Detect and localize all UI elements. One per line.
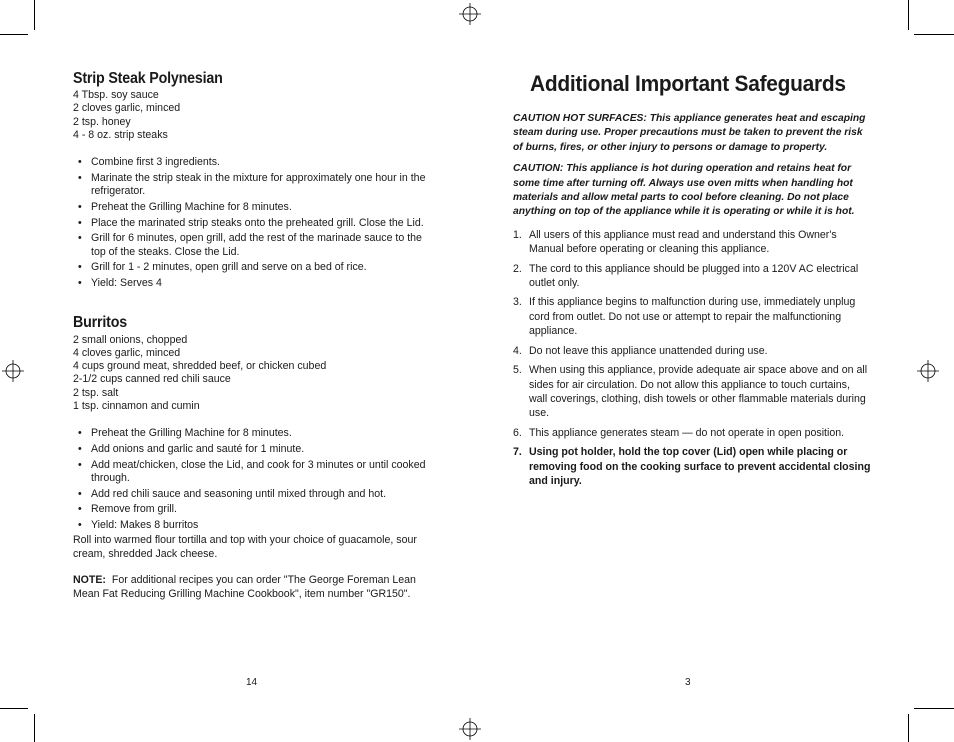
step: • Remove from grill. — [73, 503, 429, 517]
crop-mark — [908, 714, 909, 742]
caution-hot-appliance: CAUTION: This appliance is hot during operation and retains heat for some time after turning off. Always use oven mitts when handling hot materials and allow metal parts to cool before cleaning. Do not place anything on top of the appliance while it is operating or while it is hot. — [513, 163, 855, 218]
crop-mark — [914, 34, 954, 35]
recipe-title: Burritos — [73, 313, 127, 331]
registration-mark-icon — [917, 360, 939, 382]
ingredient: 2-1/2 cups canned red chili sauce — [73, 373, 231, 386]
step: • Combine first 3 ingredients. — [73, 156, 429, 170]
step-list — [73, 156, 429, 290]
recipe-title: Strip Steak Polynesian — [73, 70, 223, 87]
safeguard-list — [513, 228, 871, 489]
safeguard-item: 5. When using this appliance, provide adequate air space above and on all sides for air circulation. Do not allow this appliance to touch curtains, wall coverings, clothing, dish towels or other flammable materials during use. — [513, 364, 868, 420]
step: • Marinate the strip steak in the mixture for approximately one hour in the refrigerator. — [73, 172, 429, 199]
caution-hot-surfaces: CAUTION HOT SURFACES: This appliance generates heat and escaping steam during use. Proper precautions must be taken to prevent the risk of burns, fires, or other injury to persons or damage to property. — [513, 113, 866, 153]
crop-mark — [0, 708, 28, 709]
step: • Yield: Makes 8 burritos — [73, 519, 429, 533]
crop-mark — [914, 708, 954, 709]
safeguard-item: 6. This appliance generates steam — do not operate in open position. — [513, 426, 845, 439]
page-number: 3 — [685, 677, 691, 688]
ingredient: 4 cups ground meat, shredded beef, or chicken cubed — [73, 360, 327, 373]
crop-mark — [34, 714, 35, 742]
step: • Grill for 6 minutes, open grill, add the rest of the marinade sauce to the top of the steaks. Close the Lid. — [73, 232, 429, 259]
step: • Yield: Serves 4 — [73, 277, 429, 291]
step: • Preheat the Grilling Machine for 8 minutes. — [73, 427, 429, 441]
step: • Add red chili sauce and seasoning until mixed through and hot. — [73, 488, 429, 502]
safeguard-item: 4. Do not leave this appliance unattended during use. — [513, 344, 768, 357]
ingredient: 2 small onions, chopped — [73, 333, 188, 346]
right-page — [513, 68, 871, 493]
note-text: For additional recipes you can order "The George Foreman Lean Mean Fat Reducing Grilling Machine Cookbook", item number "GR150". — [73, 574, 416, 600]
step: • Add onions and garlic and sauté for 1 minute. — [73, 443, 429, 457]
step: • Add meat/chicken, close the Lid, and cook for 3 minutes or until cooked through. — [73, 459, 429, 486]
page-number: 14 — [246, 677, 258, 688]
step: • Grill for 1 - 2 minutes, open grill and serve on a bed of rice. — [73, 261, 429, 275]
registration-mark-icon — [459, 718, 481, 740]
ingredient: 4 Tbsp. soy sauce — [73, 89, 159, 101]
step: • Preheat the Grilling Machine for 8 minutes. — [73, 201, 429, 215]
note — [73, 574, 429, 601]
left-page — [73, 68, 429, 601]
step: • Place the marinated strip steaks onto the preheated grill. Close the Lid. — [73, 217, 429, 231]
safeguard-item: 3. If this appliance begins to malfunction during use, immediately unplug cord from outlet. Do not use or attempt to repair the malfunctioning appliance. — [513, 296, 856, 338]
ingredient: 4 - 8 oz. strip steaks — [73, 128, 168, 141]
ingredient: 2 tsp. salt — [73, 386, 119, 399]
crop-mark — [34, 0, 35, 30]
page-title: Additional Important Safeguards — [530, 71, 846, 96]
serving-suggestion: Roll into warmed flour tortilla and top with your choice of guacamole, sour cream, shredded Jack cheese. — [73, 534, 417, 560]
safeguard-item: 7. Using pot holder, hold the top cover (Lid) open while placing or removing food on the cooking surface to prevent accidental closing and injury. — [513, 446, 871, 487]
ingredient-list — [73, 89, 429, 142]
registration-mark-icon — [459, 3, 481, 25]
ingredient: 2 tsp. honey — [73, 115, 131, 128]
step-list — [73, 427, 429, 532]
crop-mark — [908, 0, 909, 30]
ingredient: 2 cloves garlic, minced — [73, 102, 181, 115]
note-label: NOTE: — [73, 574, 106, 587]
registration-mark-icon — [2, 360, 24, 382]
safeguard-item: 1. All users of this appliance must read and understand this Owner's Manual before operating or cleaning this appliance. — [513, 228, 837, 256]
ingredient-list — [73, 334, 429, 414]
ingredient: 4 cloves garlic, minced — [73, 346, 181, 359]
ingredient: 1 tsp. cinnamon and cumin — [73, 400, 200, 413]
crop-mark — [0, 34, 28, 35]
safeguard-item: 2. The cord to this appliance should be plugged into a 120V AC electrical outlet only. — [513, 262, 859, 290]
